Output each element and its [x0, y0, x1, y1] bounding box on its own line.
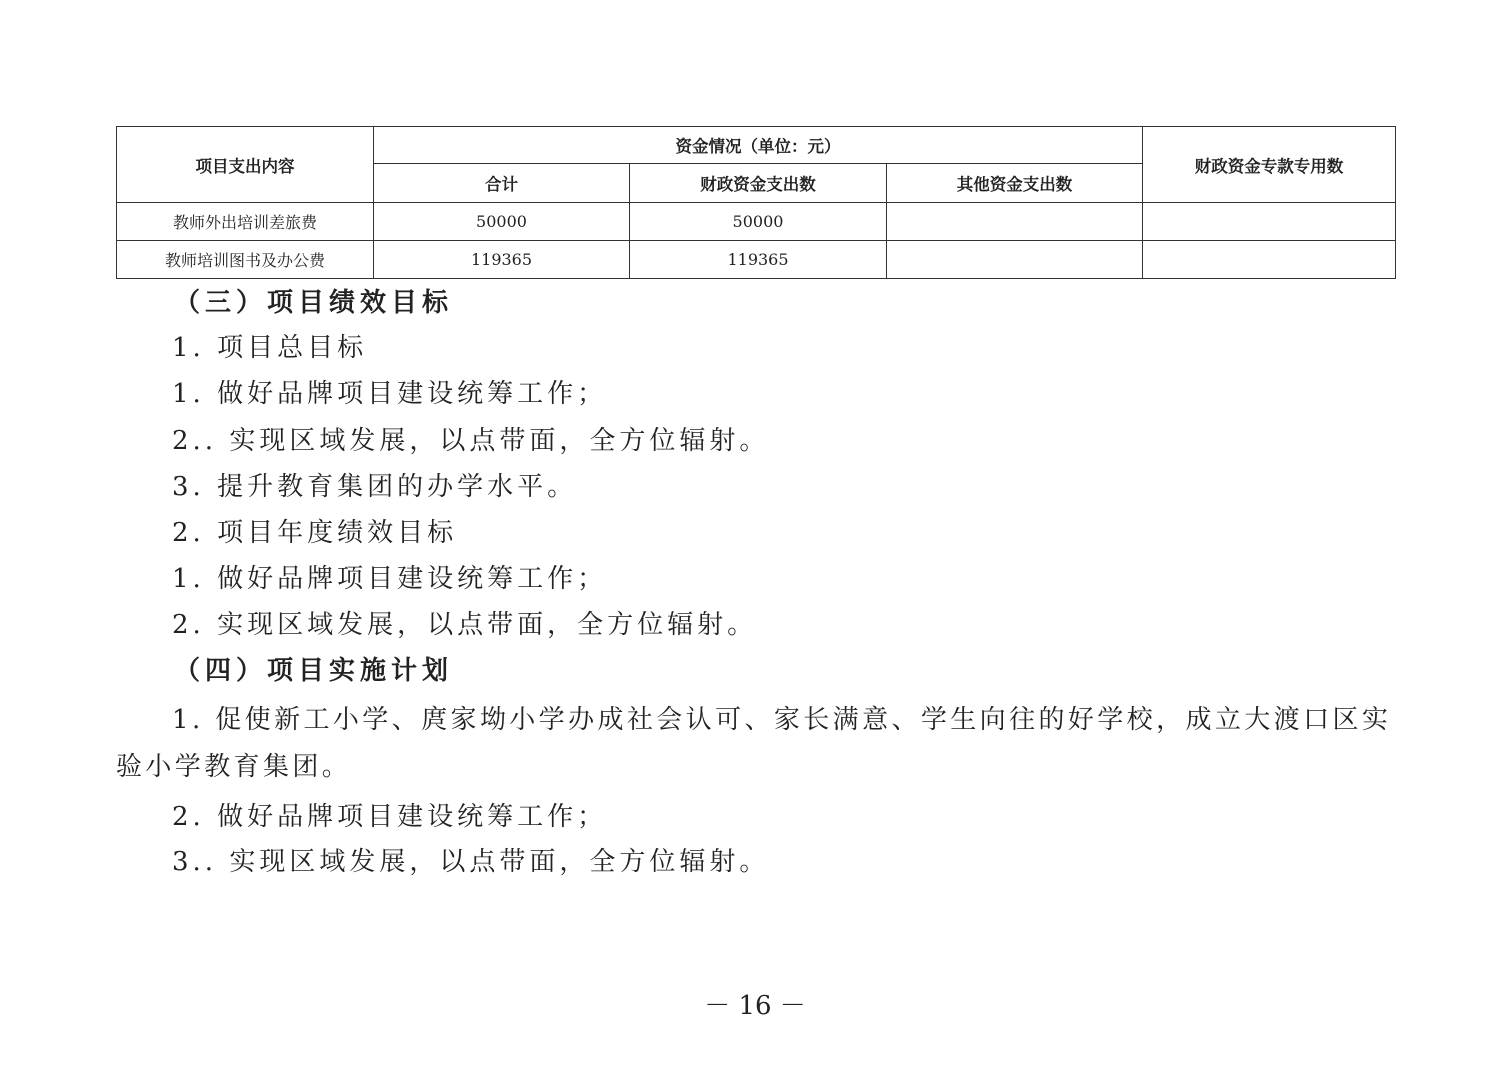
- cell-fiscal: 50000: [630, 203, 887, 241]
- funding-table: [116, 126, 1396, 279]
- section-heading-implementation-plan: （四）项目实施计划: [174, 656, 454, 686]
- table-row: [117, 203, 1396, 241]
- table-row: [117, 241, 1396, 279]
- header-fiscal-expenditure: 财政资金支出数: [630, 164, 887, 203]
- paragraph: 2. 实现区域发展，以点带面，全方位辐射。: [172, 610, 758, 640]
- header-special-fund: 财政资金专款专用数: [1143, 127, 1396, 203]
- cell-special: [1143, 203, 1396, 241]
- paragraph: 2.. 实现区域发展，以点带面，全方位辐射。: [172, 426, 770, 456]
- header-project-content: 项目支出内容: [117, 127, 374, 203]
- subheading-overall-goal: 1. 项目总目标: [172, 333, 368, 363]
- cell-other: [887, 241, 1143, 279]
- section-heading-performance-goals: （三）项目绩效目标: [174, 288, 454, 318]
- paragraph: 1. 做好品牌项目建设统筹工作；: [172, 564, 608, 594]
- paragraph: 1. 做好品牌项目建设统筹工作；: [172, 379, 608, 409]
- page-number: － 16 －: [704, 991, 806, 1021]
- subheading-annual-goal: 2. 项目年度绩效目标: [172, 518, 458, 548]
- cell-content: 教师培训图书及办公费: [117, 241, 374, 279]
- paragraph: 3.. 实现区域发展，以点带面，全方位辐射。: [172, 847, 770, 877]
- header-other-expenditure: 其他资金支出数: [887, 164, 1143, 203]
- paragraph: 3. 提升教育集团的办学水平。: [172, 472, 578, 502]
- cell-total: 119365: [374, 241, 630, 279]
- cell-fiscal: 119365: [630, 241, 887, 279]
- cell-content: 教师外出培训差旅费: [117, 203, 374, 241]
- paragraph: 1. 促使新工小学、庹家坳小学办成社会认可、家长满意、学生向往的好学校，成立大渡口区实验小学教育集团。: [116, 705, 1392, 782]
- cell-special: [1143, 241, 1396, 279]
- header-funding-status: 资金情况（单位：元）: [374, 127, 1143, 164]
- header-total: 合计: [374, 164, 630, 203]
- paragraph: 2. 做好品牌项目建设统筹工作；: [172, 802, 608, 832]
- cell-other: [887, 203, 1143, 241]
- cell-total: 50000: [374, 203, 630, 241]
